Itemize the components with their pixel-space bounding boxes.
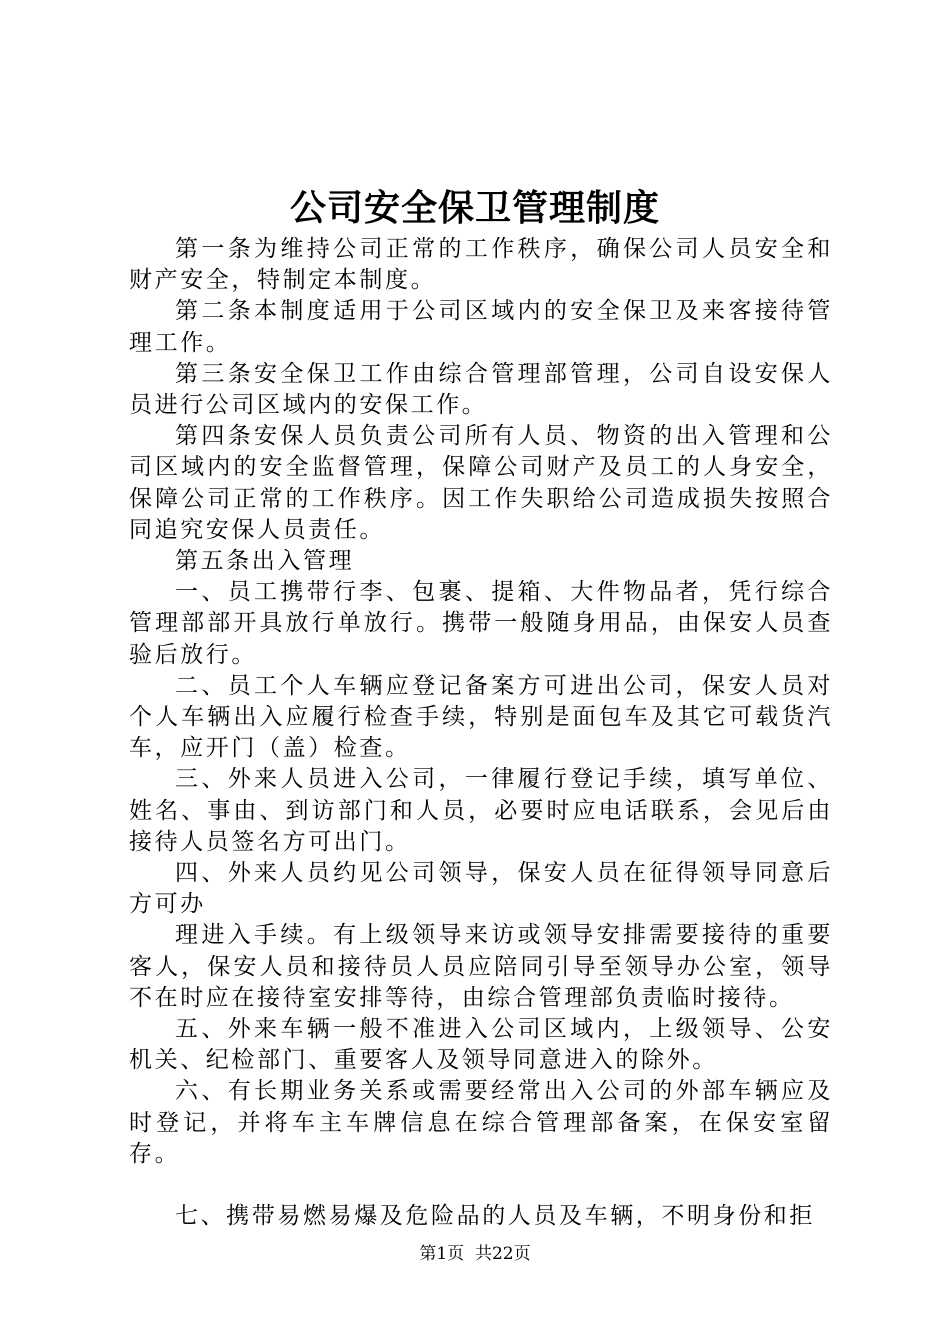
paragraph-article-3: 第三条安全保卫工作由综合管理部管理，公司自设安保人员进行公司区域内的安保工作。 — [129, 360, 833, 419]
paragraph-article-2: 第二条本制度适用于公司区域内的安全保卫及来客接待管理工作。 — [129, 298, 833, 356]
paragraph-article-1: 第一条为维持公司正常的工作秩序，确保公司人员安全和财产安全，特制定本制度。 — [129, 236, 833, 294]
paragraph-item-4-continued: 理进入手续。有上级领导来访或领导安排需要接待的重要客人，保安人员和接待员人员应陪同引导至领导办公室，领导不在时应在接待室安排等待，由综合管理部负责临时接待。 — [129, 922, 833, 1011]
paragraph-item-2: 二、员工个人车辆应登记备案方可进出公司，保安人员对个人车辆出入应履行检查手续，特别是面包车及其它可载货汽车，应开门（盖）检查。 — [129, 672, 833, 762]
paragraph-item-4: 四、外来人员约见公司领导，保安人员在征得领导同意后方可办 — [129, 860, 833, 918]
document-body — [129, 234, 833, 1232]
paragraph-article-4: 第四条安保人员负责公司所有人员、物资的出入管理和公司区域内的安全监督管理，保障公司财产及员工的人身安全，保障公司正常的工作秩序。因工作失职给公司造成损失按照合同追究安保人员责任。 — [129, 423, 833, 543]
document-title: 公司安全保卫管理制度 — [289, 187, 660, 229]
paragraph-article-5-heading: 第五条出入管理 — [175, 548, 355, 575]
paragraph-item-5: 五、外来车辆一般不准进入公司区域内，上级领导、公安机关、纪检部门、重要客人及领导同意进入的除外。 — [129, 1016, 833, 1074]
paragraph-item-3: 三、外来人员进入公司，一律履行登记手续，填写单位、姓名、事由、到访部门和人员，必要时应电话联系，会见后由接待人员签名方可出门。 — [129, 766, 833, 855]
page-number: 第1页 共22页 — [419, 1244, 531, 1264]
paragraph-item-7: 七、携带易燃易爆及危险品的人员及车辆，不明身份和拒 — [175, 1203, 815, 1230]
paragraph-item-6: 六、有长期业务关系或需要经常出入公司的外部车辆应及时登记，并将车主车牌信息在综合管理部备案，在保安室留存。 — [129, 1078, 833, 1167]
page-footer — [0, 1242, 950, 1266]
paragraph-item-1: 一、员工携带行李、包裹、提箱、大件物品者，凭行综合管理部部开具放行单放行。携带一般随身用品，由保安人员查验后放行。 — [129, 579, 833, 668]
